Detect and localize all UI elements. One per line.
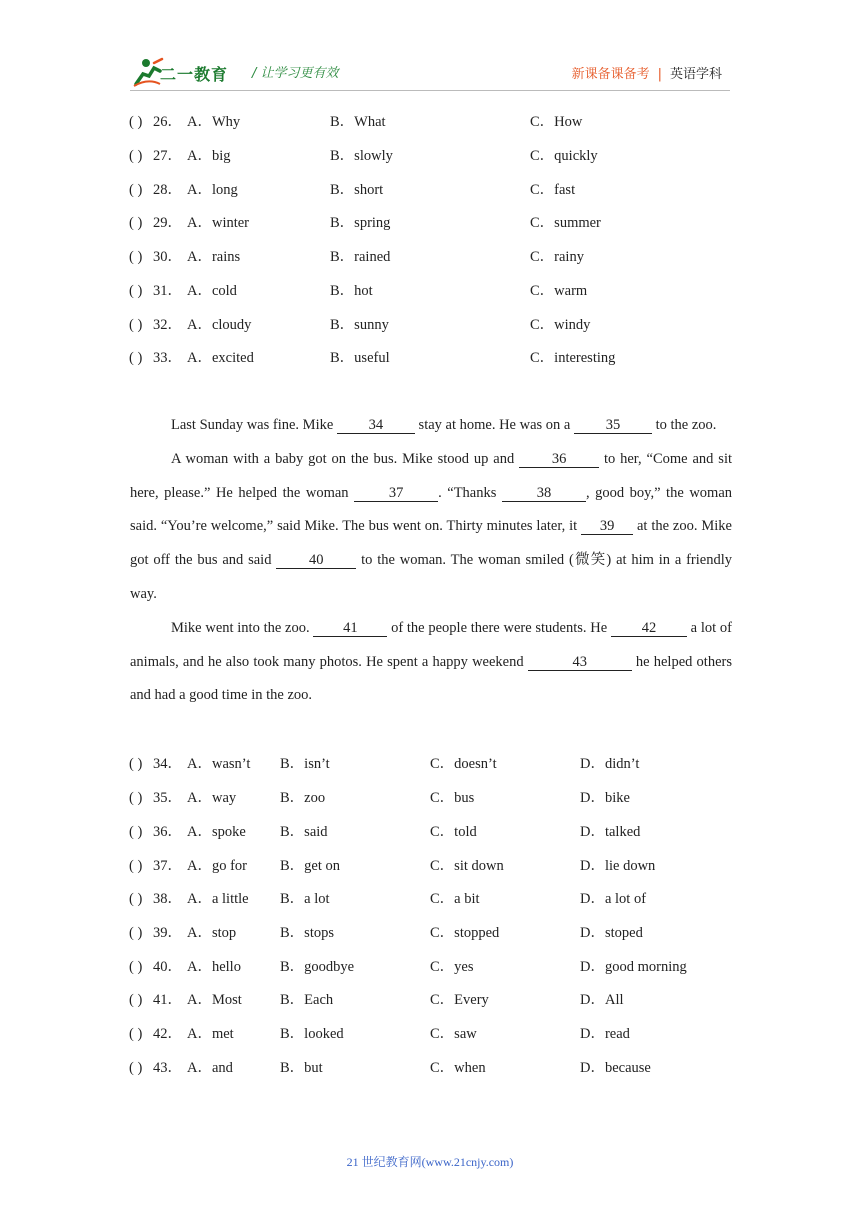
option-c: C．summer [530, 215, 601, 231]
option-a: A．and [187, 1060, 233, 1076]
answer-blank: ( ) [129, 350, 143, 366]
footer-link[interactable]: 21 世纪教育网(www.21cnjy.com) [346, 1155, 514, 1169]
option-c: C．rainy [530, 249, 584, 265]
option-b: B．zoo [280, 790, 326, 806]
option-b: B．stops [280, 925, 334, 941]
option-a: A．met [187, 1026, 234, 1042]
page-header [130, 54, 730, 90]
passage-text: to her, “Come and sit here, please.” He helped the woman [130, 450, 733, 501]
option-a: A．spoke [187, 824, 246, 840]
option-a: A．long [187, 182, 238, 198]
option-b: B．isn’t [280, 756, 330, 772]
question-number: 41． [153, 992, 182, 1008]
option-b: B．spring [330, 215, 391, 231]
option-c: C．Every [430, 992, 489, 1008]
option-a: A．cloudy [187, 317, 252, 333]
question-number: 35． [153, 790, 182, 806]
option-a: A．cold [187, 283, 237, 299]
blank-43: 43 [528, 654, 632, 671]
question-number: 28． [153, 182, 182, 198]
paragraph-2 [130, 443, 732, 612]
option-b: B．slowly [330, 148, 393, 164]
option-c: C．doesn’t [430, 756, 497, 772]
passage-text: at the zoo. Mike got off the bus and said [130, 518, 732, 569]
answer-blank: ( ) [129, 283, 143, 299]
answer-blank: ( ) [129, 925, 143, 941]
option-a: A．winter [187, 215, 250, 231]
option-d: D．bike [580, 790, 630, 806]
option-a: A．big [187, 148, 231, 164]
option-d: D．good morning [580, 959, 687, 975]
paragraph-1 [130, 409, 732, 443]
blank-42: 42 [611, 620, 687, 637]
passage-text: to the zoo. [651, 417, 717, 433]
subject-label: 英语学科 [669, 67, 722, 82]
answer-blank: ( ) [129, 790, 143, 806]
answer-blank: ( ) [129, 148, 143, 164]
blank-35: 35 [574, 417, 652, 434]
question-number: 36． [153, 824, 182, 840]
option-d: D．lie down [580, 858, 656, 874]
blank-34: 34 [337, 417, 415, 434]
passage-text: A woman with a baby got on the bus. Mike stood up and [171, 450, 520, 467]
option-b: B．What [330, 114, 386, 130]
option-a: A．way [187, 790, 237, 806]
option-a: A．rains [187, 249, 241, 265]
option-c: C．How [530, 114, 583, 130]
question-number: 39． [153, 925, 182, 941]
option-c: C．quickly [530, 148, 598, 164]
option-b: B．rained [330, 249, 391, 265]
option-b: B．useful [330, 350, 390, 366]
option-b: B．said [280, 824, 328, 840]
question-number: 40． [153, 959, 182, 975]
answer-blank: ( ) [129, 824, 143, 840]
option-a: A．go for [187, 858, 248, 874]
question-number: 43． [153, 1060, 182, 1076]
cloze-passage [130, 409, 732, 713]
answer-blank: ( ) [129, 249, 143, 265]
option-b: B．but [280, 1060, 323, 1076]
question-number: 31． [153, 283, 182, 299]
passage-text: he helped others and had a good time in the zoo. [130, 653, 732, 704]
passage-text: of the people there were students. He [387, 619, 611, 636]
option-b: B．looked [280, 1026, 344, 1042]
blank-40: 40 [276, 552, 356, 569]
option-d: D．talked [580, 824, 641, 840]
option-c: C．a bit [430, 891, 480, 907]
blank-38: 38 [502, 485, 586, 502]
question-number: 26． [153, 114, 182, 130]
option-b: B．sunny [330, 317, 389, 333]
option-c: C．stopped [430, 925, 500, 941]
question-number: 27． [153, 148, 182, 164]
option-d: D．because [580, 1060, 651, 1076]
answer-blank: ( ) [129, 1026, 143, 1042]
option-d: D．All [580, 992, 624, 1008]
answer-blank: ( ) [129, 1060, 143, 1076]
passage-text: , good boy,” the woman said. “You’re welcome,” said Mike. The bus went on. Thirty minutes later, it [130, 484, 733, 535]
option-c: C．yes [430, 959, 474, 975]
question-number: 32． [153, 317, 182, 333]
option-d: D．a lot of [580, 891, 647, 907]
header-label: 新课备课备考 [571, 67, 650, 82]
option-a: A．hello [187, 959, 241, 975]
option-b: B．a lot [280, 891, 330, 907]
passage-text: Mike went into the zoo. [171, 619, 314, 636]
answer-blank: ( ) [129, 182, 143, 198]
option-d: D．read [580, 1026, 630, 1042]
answer-blank: ( ) [129, 215, 143, 231]
option-a: A．a little [187, 891, 249, 907]
answer-blank: ( ) [129, 317, 143, 333]
option-b: B．Each [280, 992, 334, 1008]
answer-blank: ( ) [129, 891, 143, 907]
option-c: C．when [430, 1060, 486, 1076]
passage-text: Last Sunday was fine. Mike [171, 417, 337, 433]
option-a: A．stop [187, 925, 237, 941]
question-number: 29． [153, 215, 182, 231]
passage-text: a lot of animals, and he also took many photos. He spent a happy weekend [130, 619, 732, 670]
paragraph-3 [130, 612, 732, 713]
option-c: C．fast [530, 182, 576, 198]
option-c: C．told [430, 824, 477, 840]
option-a: A．Why [187, 114, 241, 130]
option-c: C．bus [430, 790, 475, 806]
question-number: 37． [153, 858, 182, 874]
option-c: C．windy [530, 317, 591, 333]
passage-text: stay at home. He was on a [414, 417, 574, 433]
option-a: A．excited [187, 350, 254, 366]
blank-39: 39 [581, 518, 633, 535]
answer-blank: ( ) [129, 992, 143, 1008]
option-a: A．Most [187, 992, 242, 1008]
blank-37: 37 [354, 485, 438, 502]
option-c: C．interesting [530, 350, 616, 366]
option-c: C．saw [430, 1026, 477, 1042]
answer-blank: ( ) [129, 756, 143, 772]
answer-blank: ( ) [129, 114, 143, 130]
blank-41: 41 [313, 620, 387, 637]
option-c: C．warm [530, 283, 588, 299]
option-c: C．sit down [430, 858, 504, 874]
option-b: B．short [330, 182, 384, 198]
question-number: 34． [153, 756, 182, 772]
option-a: A．wasn’t [187, 756, 251, 772]
question-number: 33． [153, 350, 182, 366]
option-b: B．get on [280, 858, 341, 874]
passage-text: . “Thanks [438, 484, 502, 501]
option-b: B．hot [330, 283, 373, 299]
passage-text: to the woman. The woman smiled (微笑) at him in a friendly way. [130, 552, 733, 602]
option-b: B．goodbye [280, 959, 355, 975]
answer-blank: ( ) [129, 858, 143, 874]
header-divider: | [657, 67, 662, 82]
answer-blank: ( ) [129, 959, 143, 975]
option-d: D．stoped [580, 925, 643, 941]
question-number: 30． [153, 249, 182, 265]
blank-36: 36 [519, 451, 599, 468]
question-number: 42． [153, 1026, 182, 1042]
header-right [572, 63, 722, 82]
question-number: 38． [153, 891, 182, 907]
slogan: / 让学习更有效 [252, 66, 339, 81]
logo-text: 二一教育 [160, 65, 229, 84]
header-divider-line [130, 90, 730, 91]
option-d: D．didn’t [580, 756, 640, 772]
